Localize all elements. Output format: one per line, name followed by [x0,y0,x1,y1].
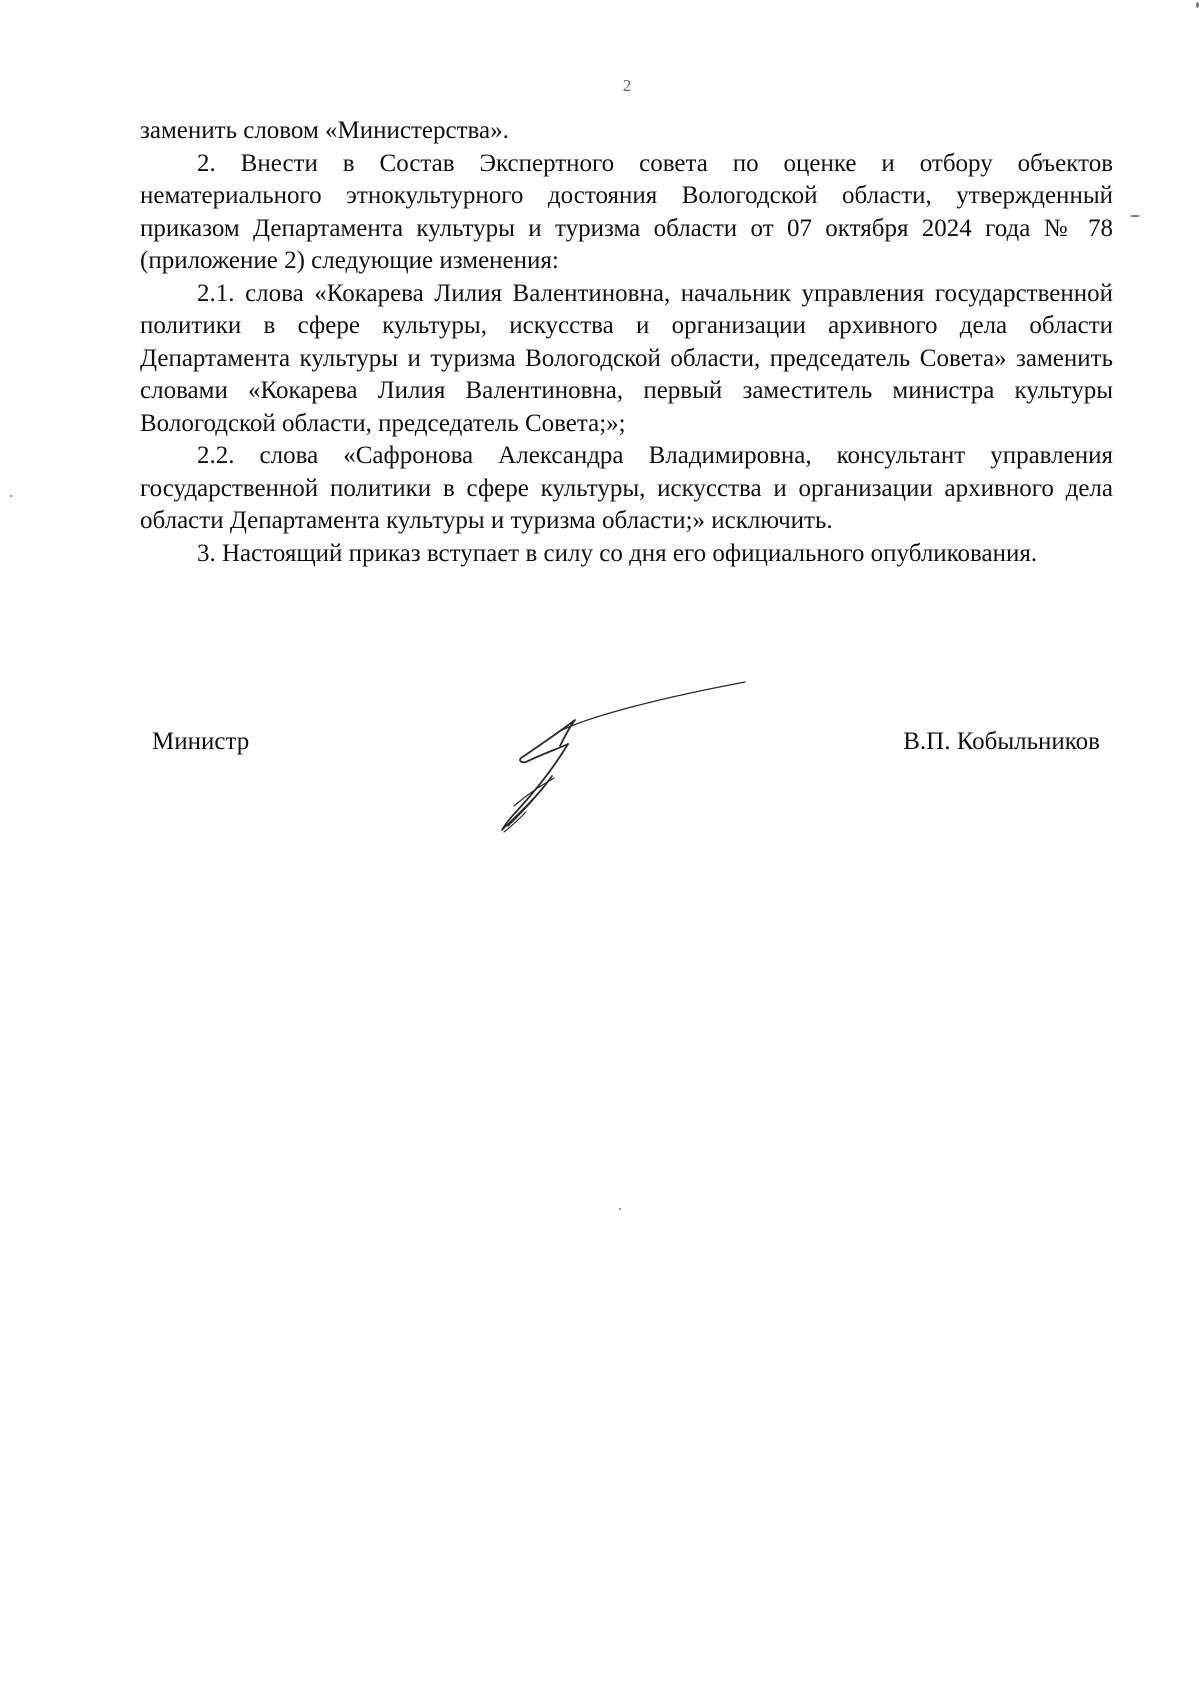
page-number: 2 [622,76,632,95]
scan-speck [1196,2,1199,8]
document-body [140,115,1113,570]
scan-speck [619,1208,621,1210]
signature-block [0,728,1200,868]
scan-speck [10,495,12,497]
paragraph-item-2-2: 2.2. слова «Сафронова Александра Владимировна, консультант управления государственной политики в сфере культуры, искусства и организации архивного дела области Департамента культуры и туризма области;» исключить. [140,442,1113,534]
paragraph-item-3: 3. Настоящий приказ вступает в силу со дня его официального опубликования. [197,539,1038,567]
paragraph-continuation: заменить словом «Министерства». [140,117,509,144]
paragraph-item-2-1: 2.1. слова «Кокарева Лилия Валентиновна, начальник управления государственной политики в сфере культуры, искусства и организации архивного дела области Департамента культуры и туризма Вологодской области, председатель Совета» заменить словами «Кокарева Лилия Валентиновна, первый заместитель министра культуры Вологодской области, председатель Совета;»; [140,279,1113,437]
signatory-position: Министр [152,728,250,755]
scan-speck [1130,215,1140,217]
handwritten-signature [490,678,820,858]
signatory-name: В.П. Кобыльников [903,728,1100,755]
paragraph-item-2: 2. Внести в Состав Экспертного совета по оценке и отбору объектов нематериального этнокультурного достояния Вологодской области, утвержденный приказом Департамента культуры и туризма области от 07 октября 2024 года № 78 (приложение 2) следующие изменения: [140,149,1113,274]
